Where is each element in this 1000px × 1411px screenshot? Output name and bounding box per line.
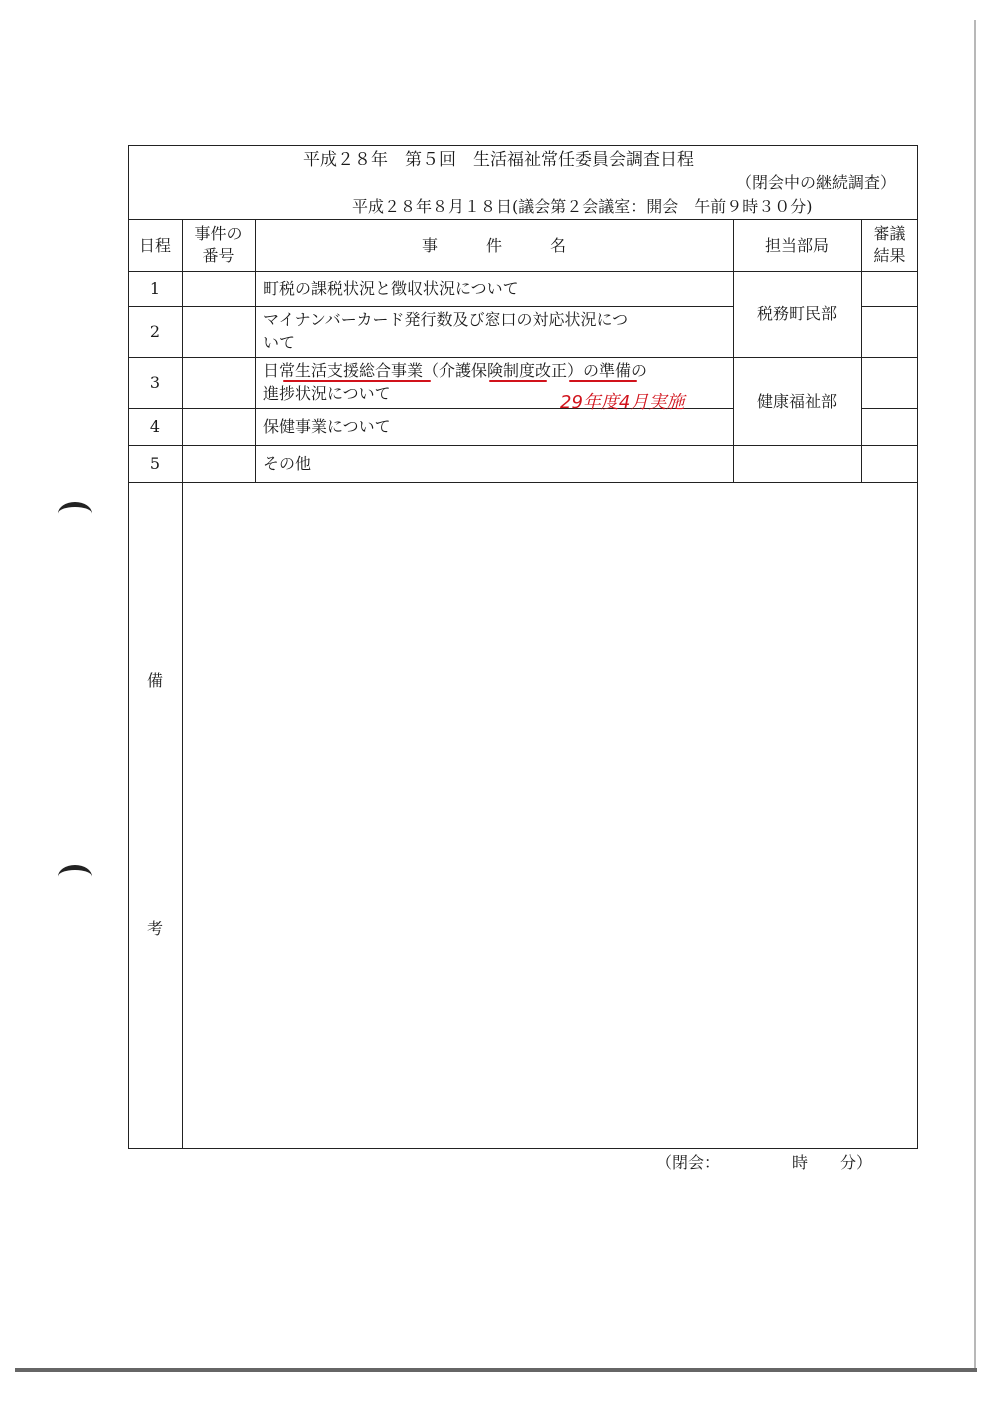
- case-name: マイナンバーカード発行数及び窓口の対応状況につ: [263, 310, 629, 329]
- document-title: 平成２８年 第５回 生活福祉常任委員会調査日程: [303, 150, 694, 170]
- row-number: 5: [149, 454, 161, 473]
- handwritten-underline: [489, 380, 547, 382]
- col-header-department: 担当部局: [764, 236, 829, 255]
- table-rule: [128, 445, 918, 446]
- table-rule: [128, 306, 733, 307]
- page-edge-bottom: [15, 1368, 977, 1372]
- meeting-date: 平成２８年８月１８日(議会第２会議室：開会 午前９時３０分): [352, 197, 813, 216]
- table-rule: [255, 219, 256, 482]
- col-header-result: 結果: [873, 246, 906, 265]
- case-name: 保健事業について: [263, 417, 391, 436]
- document-subtitle: （閉会中の継続調査）: [736, 173, 897, 192]
- case-name: いて: [263, 333, 296, 352]
- table-rule: [861, 408, 918, 409]
- punch-hole: [58, 865, 92, 888]
- table-rule: [182, 219, 183, 1149]
- remarks-label: 備: [147, 671, 164, 690]
- closing-time: （閉会： 時 分）: [656, 1153, 873, 1172]
- row-number: 4: [149, 417, 161, 436]
- case-name: 進捗状況について: [263, 384, 391, 403]
- col-header-result: 審議: [873, 224, 906, 243]
- handwritten-note: 29年度4月実施: [560, 392, 685, 413]
- col-header-case-name: 事 件 名: [421, 236, 566, 255]
- table-rule: [128, 357, 918, 358]
- row-number: 3: [149, 373, 161, 392]
- punch-hole: [58, 502, 92, 525]
- table-rule: [128, 271, 918, 272]
- remarks-label: 考: [147, 919, 164, 938]
- row-number: 1: [149, 279, 161, 298]
- handwritten-underline: [283, 380, 431, 382]
- row-number: 2: [149, 322, 161, 341]
- case-name: 日常生活支援総合事業（介護保険制度改正）の準備の: [263, 361, 648, 380]
- page-edge: [974, 20, 976, 1370]
- department-name: 税務町民部: [756, 304, 837, 323]
- col-header-day: 日程: [138, 236, 171, 255]
- col-header-case-number: 番号: [202, 246, 235, 265]
- table-rule: [861, 306, 918, 307]
- department-name: 健康福祉部: [756, 392, 837, 411]
- table-rule: [733, 219, 734, 482]
- table-rule: [128, 219, 918, 220]
- handwritten-underline: [569, 380, 637, 382]
- case-name: その他: [263, 454, 312, 473]
- schedule-table: [128, 145, 918, 1149]
- col-header-case-number: 事件の: [194, 224, 243, 243]
- table-rule: [128, 482, 918, 483]
- case-name: 町税の課税状況と徴収状況について: [263, 279, 519, 298]
